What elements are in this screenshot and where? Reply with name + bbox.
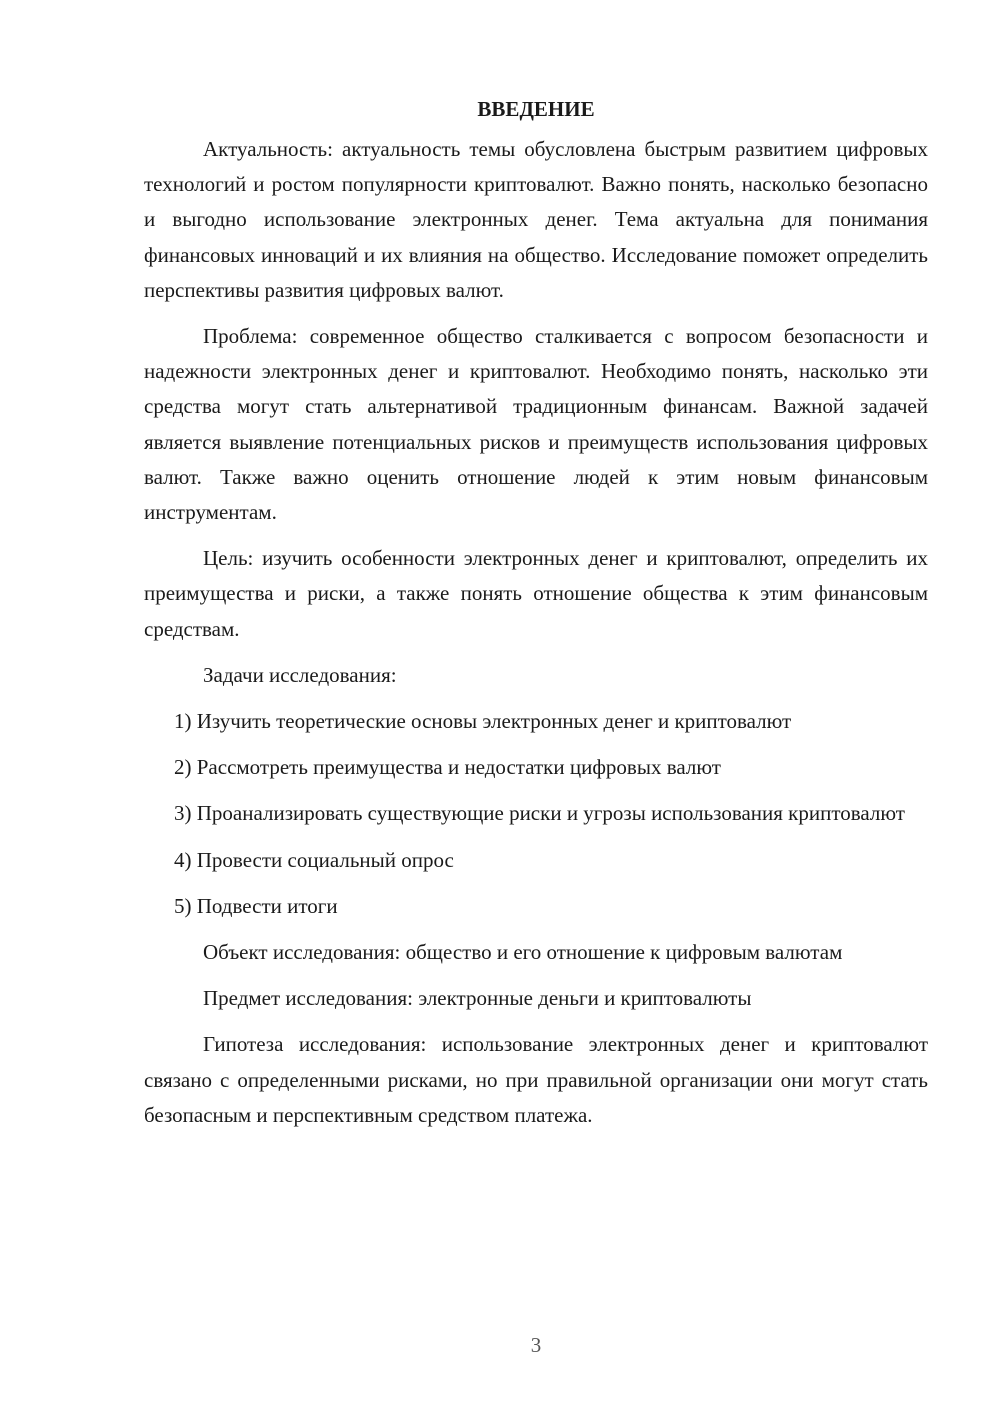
goal-paragraph: Цель: изучить особенности электронных денег и криптовалют, определить их преимущества и риски, а также понять отношение общества к этим финансовым средствам. <box>144 546 928 641</box>
hypothesis-paragraph: Гипотеза исследования: использование электронных денег и криптовалют связано с определенными рисками, но при правильной организации они могут стать безопасным и перспективным средством платежа. <box>144 1032 928 1127</box>
page-number: 3 <box>530 1333 542 1357</box>
object-paragraph: Объект исследования: общество и его отношение к цифровым валютам <box>203 940 843 965</box>
task-item-3: 3) Проанализировать существующие риски и угрозы использования криптовалют <box>174 801 905 826</box>
tasks-title: Задачи исследования: <box>203 662 397 687</box>
task-item-4: 4) Провести социальный опрос <box>174 847 454 872</box>
relevance-paragraph: Актуальность: актуальность темы обусловлена быстрым развитием цифровых технологий и ростом популярности криптовалют. Важно понять, насколько безопасно и выгодно использование электронных денег. Тема актуальна для понимания финансовых инноваций и их влияния на общество. Исследование поможет определить перспективы развития цифровых валют. <box>144 137 928 302</box>
document-page <box>144 92 928 1144</box>
problem-paragraph: Проблема: современное общество сталкивается с вопросом безопасности и надежности электронных денег и криптовалют. Необходимо понять, насколько эти средства могут стать альтернативой традиционным финансам. Важной задачей является выявление потенциальных рисков и преимуществ использования цифровых валют. Также важно оценить отношение людей к этим новым финансовым инструментам. <box>144 324 928 525</box>
page-title: ВВЕДЕНИЕ <box>477 97 595 121</box>
subject-paragraph: Предмет исследования: электронные деньги и криптовалюты <box>203 986 752 1011</box>
task-item-5: 5) Подвести итоги <box>174 893 338 918</box>
task-item-2: 2) Рассмотреть преимущества и недостатки цифровых валют <box>174 755 721 780</box>
task-item-1: 1) Изучить теоретические основы электронных денег и криптовалют <box>174 709 792 734</box>
